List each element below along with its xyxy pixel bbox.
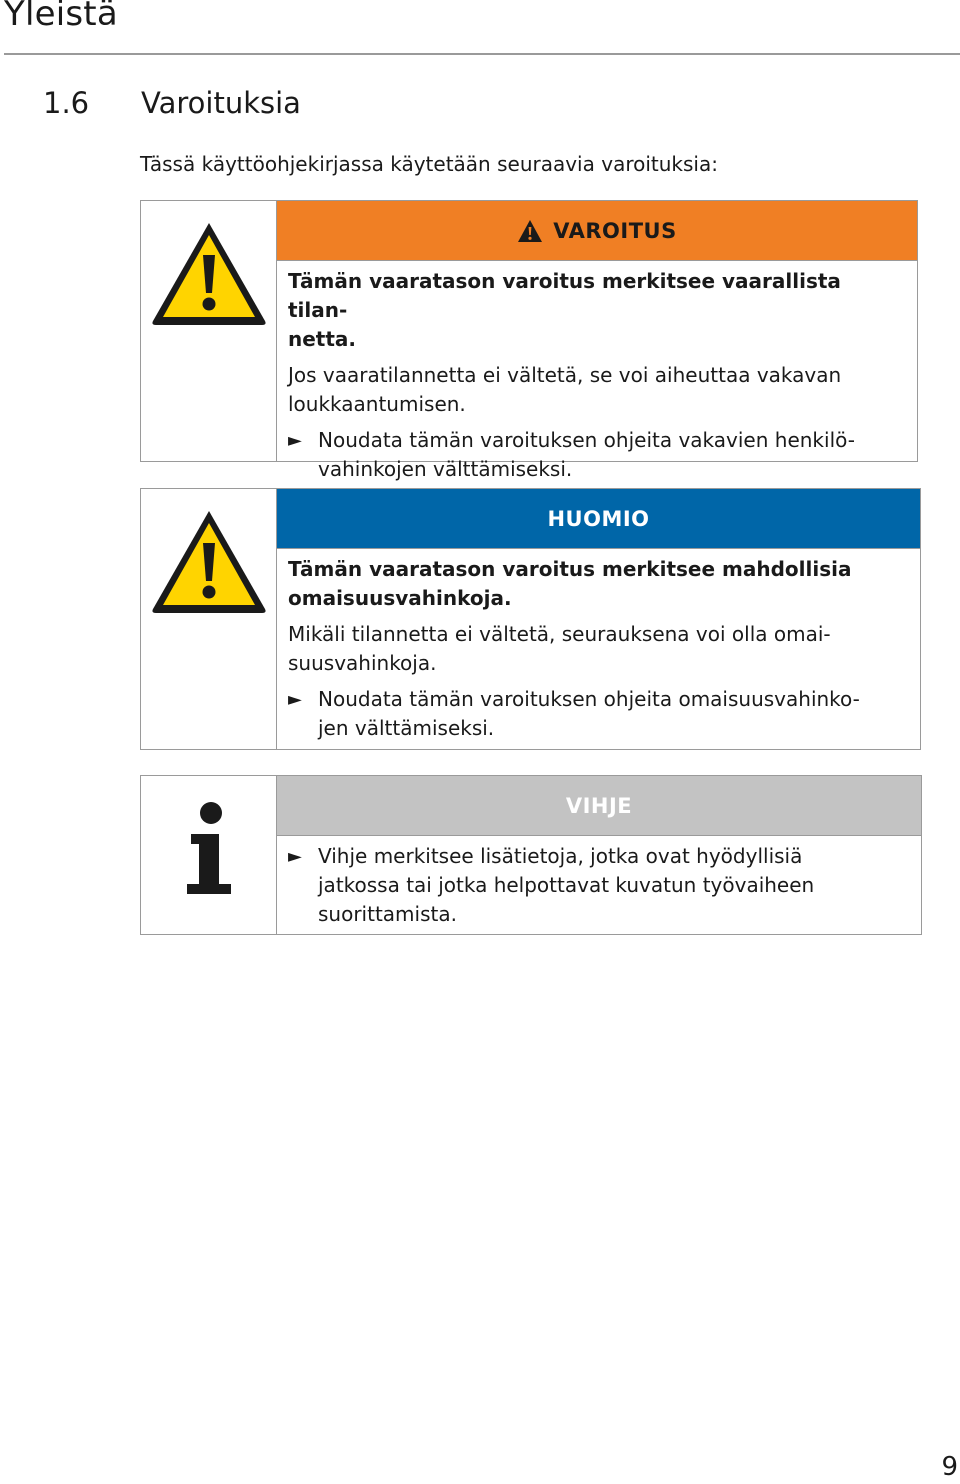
warning-body-line-2: loukkaantumisen. [288,392,466,416]
hint-body [277,836,921,929]
hint-icon-cell [141,776,277,934]
header-divider [4,53,960,55]
caution-body-line-1: Mikäli tilannetta ei vältetä, seurauksena voi olla omai- [288,622,831,646]
warning-step-line-1: Noudata tämän varoituksen ohjeita vakavien henkilö- [318,428,855,452]
warning-step-text [318,426,897,484]
hint-step-text [318,842,901,929]
warning-label: VAROITUS [553,218,677,243]
section-number: 1.6 [43,86,90,120]
caution-step-line-2: jen välttämiseksi. [318,716,495,740]
warning-small-triangle-icon [517,219,543,243]
caution-body-line-2: suusvahinkoja. [288,651,437,675]
warning-step-line-2: vahinkojen välttämiseksi. [318,457,573,481]
warning-lead-line-1: Tämän vaaratason varoitus merkitsee vaarallista tilan- [288,269,841,322]
caution-label: HUOMIO [547,506,650,531]
caution-lead-line-1: Tämän vaaratason varoitus merkitsee mahdollisia [288,557,852,581]
step-arrow-icon: ► [288,689,302,710]
hint-label: VIHJE [565,793,633,818]
hint-box [140,775,922,935]
caution-step-line-1: Noudata tämän varoituksen ohjeita omaisuusvahinko- [318,687,860,711]
intro-text: Tässä käyttöohjekirjassa käytetään seuraavia varoituksia: [140,152,718,176]
hint-content [277,776,921,934]
step-arrow-icon: ► [288,846,302,867]
warning-triangle-icon [149,507,269,615]
info-icon [183,802,235,896]
warning-lead [288,267,897,354]
warning-lead-line-2: netta. [288,327,357,351]
section-title: Varoituksia [141,86,301,120]
caution-content [277,489,920,749]
caution-icon-cell [141,489,277,749]
warning-box [140,200,918,481]
warning-icon-cell [141,201,277,461]
caution-step-text [318,685,900,743]
hint-header-bar [277,776,921,836]
caution-box [140,488,921,750]
caution-consequence [288,620,900,678]
warning-header-bar [277,201,917,261]
hint-step-line-1: Vihje merkitsee lisätietoja, jotka ovat hyödyllisiä [318,844,803,868]
hint-step [288,842,901,929]
step-arrow-icon: ► [288,430,302,451]
caution-body [277,549,920,743]
caution-lead-line-2: omaisuusvahinkoja. [288,586,512,610]
warning-body [277,261,917,484]
warning-triangle-icon [149,219,269,327]
warning-consequence [288,361,897,419]
warning-step [288,426,897,484]
caution-step [288,685,900,743]
caution-lead [288,555,900,613]
page-number: 9 [941,1452,958,1482]
caution-header-bar [277,489,920,549]
warning-content [277,201,917,481]
hint-step-line-2: jatkossa tai jotka helpottavat kuvatun työvaiheen [318,873,815,897]
hint-step-line-3: suorittamista. [318,902,457,926]
chapter-title: Yleistä [4,0,118,34]
warning-body-line-1: Jos vaaratilannetta ei vältetä, se voi aiheuttaa vakavan [288,363,842,387]
